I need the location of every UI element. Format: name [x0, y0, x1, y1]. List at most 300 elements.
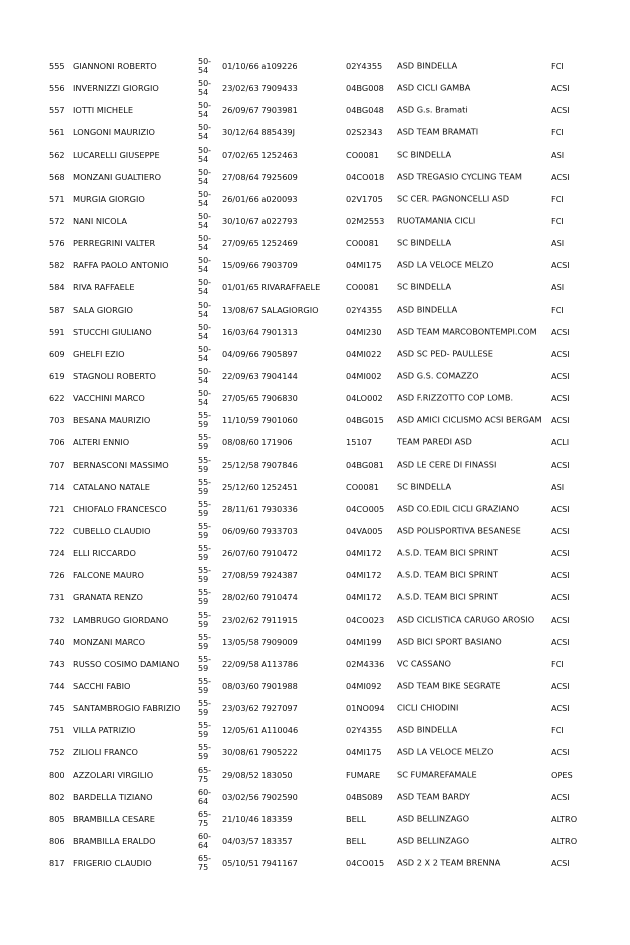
bib-number: 731 [49, 592, 65, 603]
birth-and-card: 05/10/51 7941167 [222, 858, 298, 869]
team-name: ASD TREGASIO CYCLING TEAM [397, 171, 522, 182]
federation: ACSI [551, 503, 570, 514]
age-category-from: 65- [198, 765, 212, 775]
rider-name: FRIGERIO CLAUDIO [73, 858, 152, 869]
team-code: 02Y4355 [346, 304, 383, 315]
team-code: 04CO005 [346, 503, 385, 514]
bib-number: 752 [49, 747, 65, 758]
team-name: CICLI CHIODINI [397, 702, 459, 713]
bib-number: 561 [49, 127, 65, 138]
age-category [198, 633, 211, 651]
bib-number: 805 [49, 813, 65, 824]
team-name: RUOTAMANIA CICLI [397, 215, 476, 226]
team-name: SC FUMAREFAMALE [397, 768, 477, 779]
federation: ACSI [551, 459, 570, 470]
age-category-from: 50- [198, 389, 212, 399]
federation: ACSI [551, 348, 570, 359]
rider-name: GIANNONI ROBERTO [73, 60, 157, 71]
team-name: ASD AMICI CICLISMO ACSI BERGAM [397, 414, 542, 425]
rider-name: AZZOLARI VIRGILIO [73, 769, 154, 780]
federation: FCI [551, 725, 564, 736]
age-category-from: 50- [198, 189, 212, 199]
age-category-from: 55- [198, 499, 212, 509]
table-row [0, 498, 630, 520]
table-row [0, 808, 630, 830]
age-category-from: 55- [198, 677, 212, 686]
age-category-from: 55- [198, 566, 212, 576]
team-code: 04MI230 [346, 326, 382, 337]
rider-name: SANTAMBROGIO FABRIZIO [73, 703, 181, 714]
age-category [198, 278, 211, 296]
table-row [0, 254, 630, 276]
team-name: ASD CO.EDIL CICLI GRAZIANO [397, 503, 520, 514]
federation: ACSI [551, 105, 570, 116]
team-name: ASD LA VELOCE MELZO [397, 746, 494, 757]
age-category [198, 345, 211, 363]
birth-and-card: 28/11/61 7930336 [222, 503, 298, 514]
team-name: ASD 2 X 2 TEAM BRENNA [397, 857, 501, 868]
rider-name: FALCONE MAURO [73, 570, 144, 581]
team-name: ASD BINDELLA [397, 303, 458, 314]
table-row [0, 830, 630, 852]
team-code: 02Y4355 [346, 725, 383, 736]
rider-name: RUSSO COSIMO DAMIANO [73, 658, 180, 669]
federation: ACSI [551, 393, 570, 404]
rider-name: VILLA PATRIZIO [73, 725, 136, 736]
birth-and-card: 21/10/46 183359 [222, 813, 293, 824]
age-category-to: 54 [198, 132, 209, 142]
bib-number: 800 [49, 769, 65, 780]
team-code: 02V1705 [346, 193, 383, 204]
table-row [0, 409, 630, 431]
federation: OPES [551, 769, 573, 780]
team-name: SC BINDELLA [397, 281, 452, 292]
team-code: 04MI175 [346, 260, 382, 271]
federation: FCI [551, 658, 564, 669]
age-category-from: 55- [198, 411, 212, 421]
team-code: 02S2343 [346, 127, 383, 138]
rider-name: IOTTI MICHELE [73, 105, 133, 116]
rider-name: STUCCHI GIULIANO [73, 326, 152, 337]
table-row [0, 99, 630, 121]
table-row [0, 786, 630, 808]
rider-name: RIVA RAFFAELE [73, 282, 135, 293]
birth-and-card: 15/09/66 7903709 [222, 260, 298, 271]
age-category-from: 55- [198, 610, 212, 620]
bib-number: 582 [49, 260, 65, 271]
federation: ACSI [551, 525, 570, 536]
federation: ACSI [551, 171, 570, 182]
bib-number: 557 [49, 105, 65, 116]
rider-name: CHIOFALO FRANCESCO [73, 503, 167, 514]
birth-and-card: 25/12/60 1252451 [222, 481, 298, 492]
age-category-from: 55- [198, 477, 212, 487]
team-name: ASD CICLI GAMBA [397, 82, 471, 93]
age-category-to: 59 [198, 663, 209, 673]
bib-number: 584 [49, 282, 65, 293]
birth-and-card: 11/10/59 7901060 [222, 415, 298, 426]
federation: ACSI [551, 703, 570, 714]
age-category-from: 55- [198, 433, 212, 443]
federation: FCI [551, 215, 564, 226]
federation: ALTRO [551, 835, 578, 846]
age-category-to: 54 [198, 376, 209, 386]
birth-and-card: 22/09/63 7904144 [222, 370, 298, 381]
table-row [0, 741, 630, 763]
birth-and-card: 26/07/60 7910472 [222, 548, 298, 559]
bib-number: 714 [49, 481, 65, 492]
bib-number: 724 [49, 548, 65, 559]
bib-number: 703 [49, 415, 65, 426]
rider-name: BERNASCONI MASSIMO [73, 459, 169, 470]
team-code: BELL [346, 813, 366, 824]
rider-name: RAFFA PAOLO ANTONIO [73, 260, 169, 271]
team-name: VC CASSANO [397, 658, 451, 669]
team-name: ASD BELLINZAGO [397, 835, 470, 846]
federation: ACLI [551, 437, 570, 448]
federation: ACSI [551, 636, 570, 647]
table-row [0, 675, 630, 697]
age-category [198, 854, 211, 872]
team-code: CO0081 [346, 282, 379, 293]
age-category [198, 146, 211, 164]
age-category [198, 256, 211, 274]
bib-number: 743 [49, 658, 65, 669]
table-row [0, 387, 630, 409]
team-code: BELL [346, 835, 366, 846]
birth-and-card: 26/09/67 7903981 [222, 105, 298, 116]
age-category-to: 64 [198, 796, 209, 806]
team-code: CO0081 [346, 238, 379, 249]
age-category-from: 65- [198, 854, 212, 864]
team-code: 04MI172 [346, 548, 382, 559]
age-category-to: 54 [198, 221, 209, 231]
birth-and-card: 13/08/67 SALAGIORGIO [222, 304, 319, 315]
age-category-to: 59 [198, 508, 209, 518]
federation: ACSI [551, 415, 570, 426]
age-category [198, 721, 211, 739]
bib-number: 556 [49, 83, 65, 94]
rider-name: LONGONI MAURIZIO [73, 127, 155, 138]
age-category [198, 301, 211, 319]
age-category-to: 59 [198, 464, 209, 474]
rider-name: GHELFI EZIO [73, 348, 125, 359]
bib-number: 587 [49, 304, 65, 315]
age-category-from: 50- [198, 256, 212, 266]
age-category [198, 57, 211, 75]
birth-and-card: 23/03/62 7927097 [222, 703, 298, 714]
table-row [0, 343, 630, 365]
team-code: 04BS089 [346, 791, 383, 802]
federation: ACSI [551, 260, 570, 271]
age-category-to: 75 [198, 863, 209, 873]
team-code: 04VA005 [346, 525, 383, 536]
federation: ACSI [551, 83, 570, 94]
birth-and-card: 01/10/66 a109226 [222, 60, 298, 71]
team-name: ASD BINDELLA [397, 724, 458, 735]
team-name: ASD SC PED- PAULLESE [397, 348, 493, 359]
age-category-to: 54 [198, 398, 209, 408]
age-category-to: 59 [198, 686, 209, 695]
age-category [198, 168, 211, 186]
age-category-from: 65- [198, 809, 212, 819]
rider-name: ELLI RICCARDO [73, 548, 136, 559]
team-name: ASD TEAM BIKE SEGRATE [397, 680, 501, 691]
table-row [0, 144, 630, 166]
rider-name: BARDELLA TIZIANO [73, 791, 153, 802]
bib-number: 706 [49, 437, 65, 448]
table-row [0, 586, 630, 608]
federation: ACSI [551, 680, 570, 691]
age-category [198, 522, 211, 540]
federation: ACSI [551, 747, 570, 758]
team-name: SC BINDELLA [397, 148, 452, 159]
age-category-to: 59 [198, 420, 209, 430]
team-code: 04MI172 [346, 592, 382, 603]
bib-number: 732 [49, 614, 65, 625]
rider-name: MURGIA GIORGIO [73, 193, 145, 204]
team-name: ASD CICLISTICA CARUGO AROSIO [397, 613, 535, 624]
age-category-from: 60- [198, 831, 212, 841]
federation: ACSI [551, 570, 570, 581]
age-category-from: 50- [198, 212, 212, 222]
table-row [0, 631, 630, 653]
age-category-to: 59 [198, 708, 209, 718]
birth-and-card: 29/08/52 183050 [222, 769, 293, 780]
age-category-from: 55- [198, 632, 212, 642]
federation: FCI [551, 304, 564, 315]
team-name: SC CER. PAGNONCELLI ASD [397, 193, 510, 204]
bib-number: 751 [49, 725, 65, 736]
age-category-from: 50- [198, 101, 212, 111]
federation: ACSI [551, 548, 570, 559]
table-row [0, 321, 630, 343]
birth-and-card: 26/01/66 a020093 [222, 193, 298, 204]
team-name: ASD TEAM BRAMATI [397, 126, 479, 137]
team-name: TEAM PAREDI ASD [397, 436, 472, 447]
federation: FCI [551, 60, 564, 71]
age-category-to: 64 [198, 840, 209, 850]
federation: ALTRO [551, 813, 578, 824]
team-code: 02M4336 [346, 658, 385, 669]
age-category [198, 212, 211, 230]
age-category-to: 59 [198, 619, 209, 629]
birth-and-card: 30/10/67 a022793 [222, 215, 298, 226]
age-category-from: 50- [198, 234, 212, 244]
rider-name: LUCARELLI GIUSEPPE [73, 149, 160, 160]
team-code: 01NO094 [346, 703, 385, 714]
age-category-to: 54 [198, 154, 209, 164]
birth-and-card: 27/09/65 1252469 [222, 238, 298, 249]
rider-name: INVERNIZZI GIORGIO [73, 83, 159, 94]
age-category [198, 810, 211, 828]
rider-name: CATALANO NATALE [73, 481, 150, 492]
bib-number: 726 [49, 570, 65, 581]
age-category-to: 54 [198, 265, 209, 275]
birth-and-card: 30/08/61 7905222 [222, 747, 298, 758]
table-row [0, 609, 630, 631]
team-name: ASD BELLINZAGO [397, 813, 470, 824]
birth-and-card: 16/03/64 7901313 [222, 326, 298, 337]
rider-name: BRAMBILLA ERALDO [73, 835, 156, 846]
team-name: ASD BINDELLA [397, 60, 458, 71]
table-row [0, 697, 630, 719]
rider-name: ALTERI ENNIO [73, 437, 130, 448]
table-row [0, 188, 630, 210]
bib-number: 562 [49, 149, 65, 160]
bib-number: 802 [49, 791, 65, 802]
age-category-from: 50- [198, 278, 212, 288]
team-code: 04BG048 [346, 105, 384, 116]
table-row [0, 276, 630, 298]
table-row [0, 299, 630, 321]
bib-number: 572 [49, 215, 65, 226]
birth-and-card: 13/05/58 7909009 [222, 636, 298, 647]
age-category [198, 433, 211, 451]
age-category-from: 55- [198, 743, 212, 753]
birth-and-card: 30/12/64 885439J [222, 127, 296, 138]
bib-number: 609 [49, 348, 65, 359]
birth-and-card: 04/09/66 7905897 [222, 348, 298, 359]
table-row [0, 653, 630, 675]
team-code: 04MI172 [346, 570, 382, 581]
team-code: 04CO023 [346, 614, 385, 625]
table-row [0, 852, 630, 874]
bib-number: 721 [49, 503, 65, 514]
bib-number: 555 [49, 60, 65, 71]
age-category-to: 54 [198, 66, 209, 76]
bib-number: 707 [49, 459, 65, 470]
bib-number: 619 [49, 370, 65, 381]
birth-and-card: 04/03/57 183357 [222, 835, 293, 846]
team-code: 04MI002 [346, 370, 382, 381]
age-category-to: 59 [198, 597, 209, 607]
age-category [198, 389, 211, 407]
birth-and-card: 27/08/59 7924387 [222, 570, 298, 581]
team-code: CO0081 [346, 149, 379, 160]
age-category [198, 832, 211, 850]
team-name: SC BINDELLA [397, 480, 452, 491]
team-name: ASD G.s. Bramati [397, 104, 468, 115]
age-category-from: 60- [198, 787, 212, 797]
birth-and-card: 28/02/60 7910474 [222, 592, 298, 603]
team-code: 04MI022 [346, 348, 382, 359]
table-row [0, 210, 630, 232]
table-row [0, 431, 630, 453]
rider-name: BRAMBILLA CESARE [73, 813, 155, 824]
age-category-to: 54 [198, 353, 209, 363]
table-row [0, 764, 630, 786]
age-category-to: 54 [198, 287, 209, 297]
team-code: 04MI199 [346, 636, 382, 647]
team-name: A.S.D. TEAM BICI SPRINT [397, 547, 498, 558]
team-code: FUMARE [346, 769, 381, 780]
birth-and-card: 12/05/61 A110046 [222, 725, 299, 736]
age-category-from: 55- [198, 721, 212, 731]
table-row [0, 476, 630, 498]
age-category-from: 55- [198, 588, 212, 598]
birth-and-card: 23/02/63 7909433 [222, 83, 298, 94]
birth-and-card: 23/02/62 7911915 [222, 614, 298, 625]
age-category [198, 367, 211, 385]
birth-and-card: 07/02/65 1252463 [222, 149, 298, 160]
age-category [198, 677, 211, 695]
bib-number: 740 [49, 636, 65, 647]
birth-and-card: 08/08/60 171906 [222, 437, 293, 448]
rider-name: PERREGRINI VALTER [73, 238, 156, 249]
age-category-to: 59 [198, 486, 209, 496]
team-name: ASD BICI SPORT BASIANO [397, 635, 502, 646]
age-category [198, 544, 211, 562]
table-row [0, 166, 630, 188]
table-row [0, 564, 630, 586]
age-category-from: 50- [198, 300, 212, 310]
age-category-to: 59 [198, 641, 209, 651]
rider-name: CUBELLO CLAUDIO [73, 525, 151, 536]
team-code: 04BG008 [346, 83, 384, 94]
bib-number: 744 [49, 680, 65, 691]
team-code: 04BG015 [346, 415, 384, 426]
bib-number: 571 [49, 193, 65, 204]
age-category [198, 234, 211, 252]
team-name: ASD TEAM BARDY [397, 790, 470, 801]
age-category [198, 323, 211, 341]
birth-and-card: 03/02/56 7902590 [222, 791, 298, 802]
age-category-to: 59 [198, 553, 209, 563]
rider-name: LAMBRUGO GIORDANO [73, 614, 169, 625]
rider-name: SACCHI FABIO [73, 680, 131, 691]
bib-number: 806 [49, 835, 65, 846]
team-code: 04MI175 [346, 747, 382, 758]
age-category [198, 788, 211, 806]
federation: ACSI [551, 326, 570, 337]
age-category-to: 59 [198, 752, 209, 762]
age-category-to: 54 [198, 331, 209, 341]
team-name: ASD POLISPORTIVA BESANESE [397, 525, 521, 536]
federation: ACSI [551, 592, 570, 603]
age-category [198, 766, 211, 784]
birth-and-card: 22/09/58 A113786 [222, 658, 299, 669]
age-category-from: 50- [198, 167, 212, 177]
team-code: 02M2553 [346, 215, 385, 226]
age-category-from: 50- [198, 322, 212, 332]
age-category-from: 55- [198, 455, 212, 465]
team-name: ASD LA VELOCE MELZO [397, 259, 494, 270]
age-category [198, 411, 211, 429]
table-row [0, 55, 630, 77]
age-category-to: 59 [198, 531, 209, 541]
age-category-from: 50- [198, 57, 212, 67]
age-category [198, 500, 211, 518]
birth-and-card: 06/09/60 7933703 [222, 525, 298, 536]
bib-number: 745 [49, 703, 65, 714]
federation: ASI [551, 481, 565, 492]
team-code: 04MI092 [346, 680, 382, 691]
age-category [198, 588, 211, 606]
age-category [198, 611, 211, 629]
birth-and-card: 27/08/64 7925609 [222, 171, 298, 182]
age-category-from: 50- [198, 123, 212, 133]
registration-list [0, 55, 630, 874]
bib-number: 568 [49, 171, 65, 182]
team-code: 04LO002 [346, 393, 383, 404]
federation: FCI [551, 193, 564, 204]
age-category [198, 743, 211, 761]
bib-number: 722 [49, 525, 65, 536]
federation: ACSI [551, 858, 570, 869]
age-category-to: 75 [198, 818, 209, 828]
age-category-to: 59 [198, 730, 209, 740]
